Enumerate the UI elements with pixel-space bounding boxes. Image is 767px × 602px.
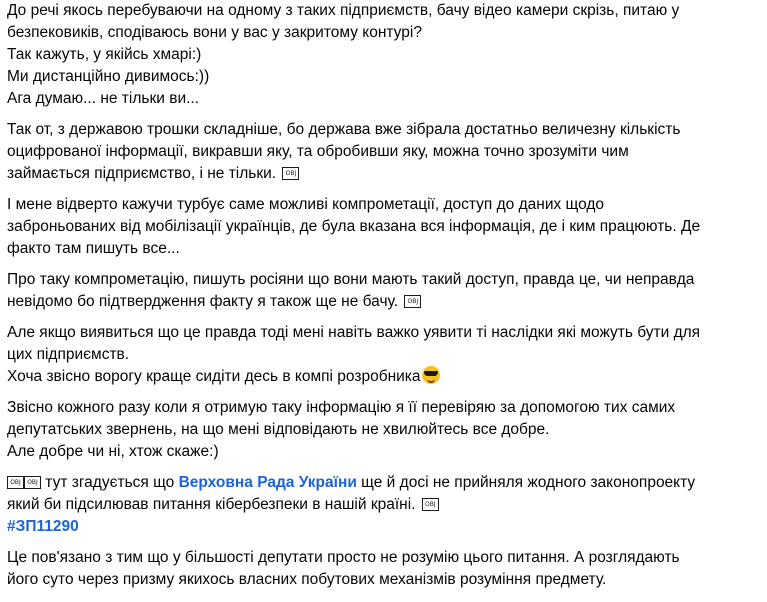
text-line	[7, 163, 759, 185]
smiling-face-with-sunglasses-icon	[422, 366, 440, 384]
text-line: заброньованих від мобілізації українців, де була вказана вся інформація, де і ким працюють. Де	[7, 218, 701, 235]
text-line: І мене відверто кажучи турбує саме можливі компрометації, доступ до даних щодо	[7, 196, 605, 213]
object-replacement-icon: OBJ	[7, 476, 24, 489]
text-span: тут згадується що	[41, 474, 179, 491]
text-line: депутатських звернень, на що мені відповідають не хвилюйтесь все добре.	[7, 421, 550, 438]
text-line: Звісно кожного разу коли я отримую таку інформацію я її перевіряю за допомогою тих самих	[7, 399, 676, 416]
text-span: який би підсилював питання кібербезпеки в нашій країні.	[7, 496, 416, 513]
text-line: До речі якось перебуваючи на одному з таких підприємств, бачу відео камери скрізь, питаю у	[7, 2, 680, 19]
text-line: Але добре чи ні, хтож скаже:)	[7, 443, 219, 460]
text-line: факто там пишуть все...	[7, 240, 180, 257]
paragraph-7	[7, 472, 759, 538]
text-span: невідомо бо підтвердження факту я також ще не бачу.	[7, 293, 399, 310]
text-span: ще й досі не прийняля жодного законопроекту	[356, 474, 696, 491]
text-line: безпековиків, сподіваюсь вони у вас у закритому контурі?	[7, 24, 422, 41]
text-line: Так кажуть, у якійсь хмарі:)	[7, 46, 202, 63]
object-replacement-icon: OBJ	[422, 498, 439, 511]
paragraph-8	[7, 547, 759, 591]
mention-link[interactable]: Верховна Рада України	[178, 474, 357, 491]
text-line: Так от, з державою трошки складніше, бо держава вже зібрала достатньо величезну кількість	[7, 121, 681, 138]
text-line: Ага думаю... не тільки ви...	[7, 90, 200, 107]
paragraph-2	[7, 119, 759, 185]
text-line: Ми дистанційно дивимось:))	[7, 68, 210, 85]
text-line	[7, 291, 759, 313]
paragraph-3	[7, 194, 759, 260]
text-span: Хоча звісно ворогу краще сидіти десь в компі розробника	[7, 368, 421, 385]
text-line	[7, 494, 759, 516]
text-line	[7, 516, 759, 538]
paragraph-4	[7, 269, 759, 313]
text-line: Але якщо виявиться що це правда тоді мені навіть важко уявити ті наслідки які можуть бути для	[7, 324, 701, 341]
object-replacement-icon: OBJ	[282, 167, 299, 180]
paragraph-6	[7, 397, 759, 463]
paragraph-5	[7, 322, 759, 388]
text-line: цих підприємств.	[7, 346, 130, 363]
object-replacement-icon: OBJ	[404, 295, 421, 308]
text-line: його суто через призму якихось власних побутових механізмів розуміння предмету.	[7, 571, 607, 588]
text-line	[7, 472, 759, 494]
text-line: оцифрованої інформації, викравши яку, та обробивши яку, можна точно зрозуміти чим	[7, 143, 629, 160]
text-line: Про таку компрометацію, пишуть росіяни що вони мають такий доступ, правда це, чи неправда	[7, 271, 695, 288]
text-line	[7, 366, 759, 388]
object-replacement-icon: OBJ	[24, 476, 41, 489]
text-line: Це пов'язано з тим що у більшості депутати просто не розумію цього питання. А розглядають	[7, 549, 680, 566]
paragraph-1	[7, 0, 759, 110]
text-span: займається підприємство, і не тільки.	[7, 165, 277, 182]
hashtag-link[interactable]: #ЗП11290	[7, 518, 79, 535]
